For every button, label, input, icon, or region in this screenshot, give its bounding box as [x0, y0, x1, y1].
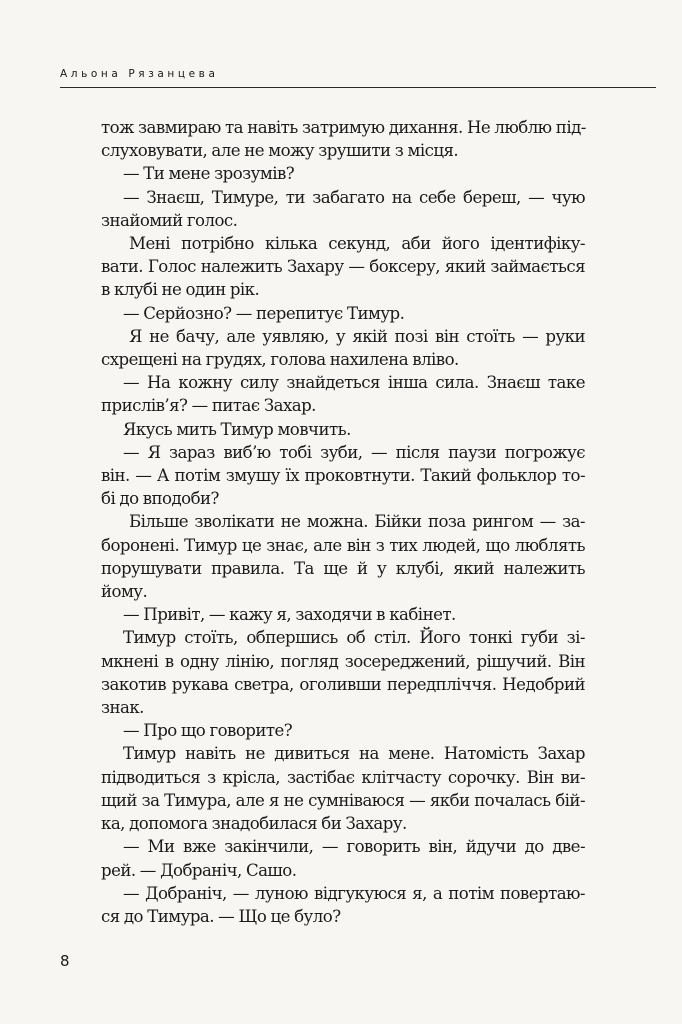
text-line: — На кожну силу знайдеться інша сила. Знаєш таке — [123, 373, 585, 393]
text-line: бі до вподоби? — [101, 489, 219, 509]
body-text — [101, 116, 585, 928]
text-line: підводиться з крісла, застібає клітчасту сорочку. Він ви- — [101, 767, 585, 787]
text-line: закотив рукава светра, оголивши передпліччя. Недобрий — [101, 674, 585, 694]
text-line: йому. — [101, 582, 148, 602]
text-line: ся до Тимура. — Що це було? — [101, 906, 341, 926]
text-line: Тимур навіть не дивиться на мене. Натомість Захар — [123, 744, 585, 764]
running-header — [60, 66, 656, 88]
text-line: слуховувати, але не можу зрушити з місця. — [101, 141, 459, 161]
text-line: — Серйозно? — перепитує Тимур. — [123, 303, 405, 323]
text-line: мкнені в одну лінію, погляд зосереджений, рішучий. Він — [101, 651, 585, 671]
text-line: Більше зволікати не можна. Бійки поза рингом — за- — [129, 512, 585, 532]
text-line: рей. — Добраніч, Сашо. — [101, 860, 297, 880]
text-line: — Знаєш, Тимуре, ти забагато на себе береш, — чую — [123, 187, 585, 207]
text-line: Тимур стоїть, обпершись об стіл. Його тонкі губи зі- — [123, 628, 585, 648]
text-line: — Ми вже закінчили, — говорить він, йдучи до две- — [123, 837, 585, 857]
text-line: Я не бачу, але уявляю, у якій позі він стоїть — руки — [129, 326, 585, 346]
text-line: вати. Голос належить Захару — боксеру, який займається — [101, 257, 585, 277]
text-line: — Добраніч, — луною відгукуюся я, а потім повертаю- — [123, 883, 585, 903]
text-line: в клубі не один рік. — [101, 280, 260, 300]
text-line: — Я зараз виб’ю тобі зуби, — після паузи погрожує — [123, 442, 585, 462]
text-line: порушувати правила. Та ще й у клубі, який належить — [101, 558, 585, 578]
text-line: — Про що говорите? — [123, 721, 293, 741]
text-line: схрещені на грудях, голова нахилена вліво. — [101, 350, 459, 370]
text-line: ка, допомога знадобилася би Захару. — [101, 814, 407, 834]
text-line: — Ти мене зрозумів? — [123, 164, 295, 184]
text-line: знак. — [101, 698, 144, 718]
text-line: боронені. Тимур це знає, але він з тих людей, що люблять — [101, 535, 585, 555]
author-name: Альона Рязанцева — [60, 68, 219, 80]
text-line: тож завмираю та навіть затримую дихання. Не люблю під- — [101, 118, 586, 137]
text-line: щий за Тимура, але я не сумніваюся — якби почалась бій- — [101, 790, 585, 810]
text-line: — Привіт, — кажу я, заходячи в кабінет. — [123, 605, 456, 625]
text-line: прислів’я? — питає Захар. — [101, 396, 316, 416]
text-line: Мені потрібно кілька секунд, аби його ідентифіку- — [129, 234, 585, 254]
page-number: 8 — [60, 952, 70, 970]
text-line: Якусь мить Тимур мовчить. — [123, 419, 351, 439]
text-line: знайомий голос. — [101, 210, 238, 230]
text-line: він. — А потім змушу їх проковтнути. Такий фольклор то- — [101, 466, 585, 486]
header-rule — [60, 87, 656, 88]
